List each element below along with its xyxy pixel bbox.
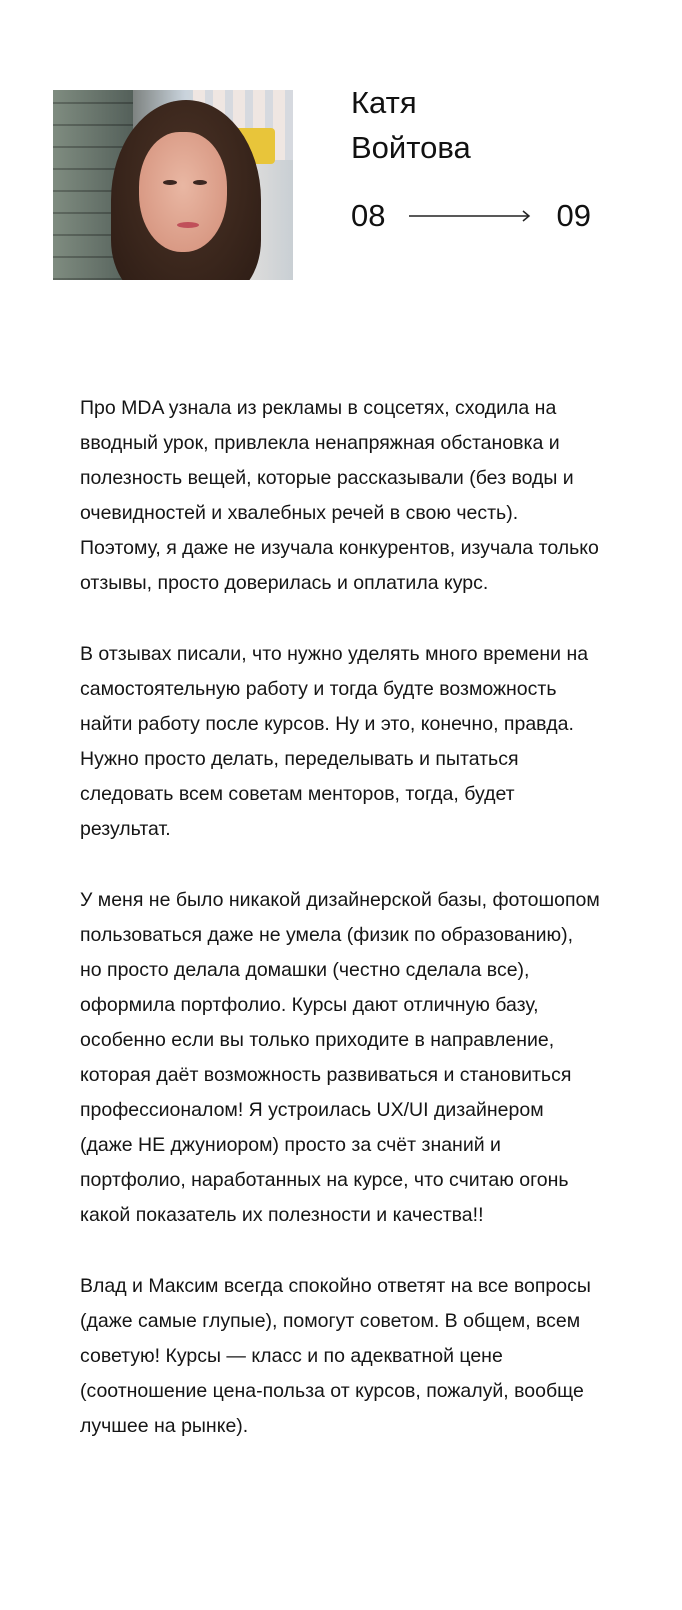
reviewer-photo (53, 90, 293, 280)
photo-face (139, 132, 227, 252)
reviewer-first-name: Катя (351, 85, 417, 120)
photo-eye (193, 180, 207, 185)
review-paragraph: У меня не было никакой дизайнерской базы, фотошопом пользоваться даже не умела (физик по образованию), но просто делала домашки (честно сделала все), оформила портфолио. Курсы дают отличную базу, особенно если вы только приходите в направление, которая даёт возможность развиваться и становиться профессионалом! Я устроилась UX/UI дизайнером (даже НЕ джуниором) просто за счёт знаний и портфолио, наработанных на курсе, что считаю огонь какой показатель их полезности и качества!! (80, 889, 600, 1226)
study-period (351, 196, 591, 236)
photo-lips (177, 222, 199, 228)
review-paragraph: Про MDA узнала из рекламы в соцсетях, сходила на вводный урок, привлекла ненапряжная обстановка и полезность вещей, которые рассказывали (без воды и очевидностей и хвалебных речей в свою честь). Поэтому, я даже не изучала конкурентов, изучала только отзывы, просто доверилась и оплатила курс. (80, 397, 599, 594)
long-right-arrow-icon (409, 209, 531, 223)
period-from: 08 (351, 198, 386, 233)
period-to: 09 (556, 198, 591, 233)
review-text (80, 391, 600, 1480)
reviewer-name (351, 80, 471, 170)
review-paragraph: Влад и Максим всегда спокойно ответят на все вопросы (даже самые глупые), помогут советом. В общем, всем советую! Курсы — класс и по адекватной цене (соотношение цена-польза от курсов, пожалуй, вообще лучшее на рынке). (80, 1275, 591, 1437)
reviewer-last-name: Войтова (351, 130, 471, 165)
review-paragraph: В отзывах писали, что нужно уделять много времени на самостоятельную работу и тогда будте возможность найти работу после курсов. Ну и это, конечно, правда. Нужно просто делать, переделывать и пытаться следовать всем советам менторов, тогда, будет результат. (80, 643, 589, 840)
photo-eye (163, 180, 177, 185)
